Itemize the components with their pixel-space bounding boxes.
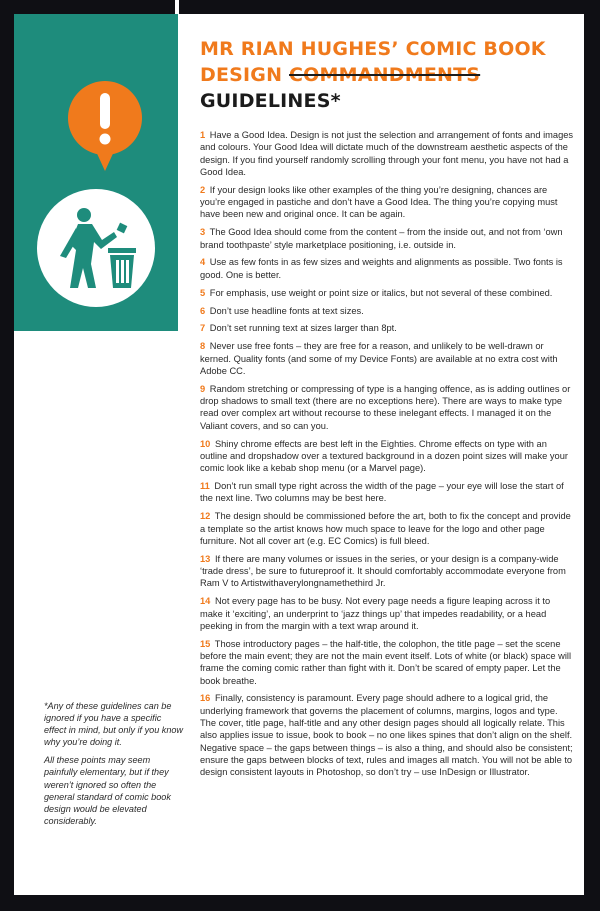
guideline-number: 12 <box>200 511 211 522</box>
guideline-item <box>200 638 574 687</box>
top-separator <box>175 0 179 14</box>
footnote-paragraph-2: All these points may seem painfully elementary, but if they weren’t ignored so often the general standard of comic book design would be elevated considerably. <box>44 755 171 826</box>
guideline-number: 13 <box>200 553 211 564</box>
guideline-item <box>200 129 574 178</box>
guideline-item <box>200 226 574 251</box>
guideline-number: 10 <box>200 438 211 449</box>
guideline-number: 5 <box>200 287 206 298</box>
guideline-text: Never use free fonts – they are free for a reason, and unlikely to be well-drawn or kerned. Quality fonts (and some of my Device Fonts) are available at no extra cost with Adobe CC. <box>200 341 558 376</box>
guideline-text: If there are many volumes or issues in the series, or your design is a company-wide ‘trade dress’, be sure to futureproof it. It should comfortably accommodate everyone from Ram V to Artistwithaverylongnamethethird Jr. <box>200 553 566 589</box>
guideline-item <box>200 553 574 590</box>
guideline-item <box>200 287 574 299</box>
guideline-text: The design should be commissioned before the art, both to fix the concept and provide a template so the artist knows how much space to leave for the logo and other page furniture. Not all cover art (e.g. EC Comics) is full bleed. <box>200 511 571 546</box>
guideline-number: 11 <box>200 481 210 492</box>
litter-bin-icon <box>36 188 156 308</box>
page-title <box>200 36 570 114</box>
guideline-number: 15 <box>200 638 211 649</box>
guideline-text: For emphasis, use weight or point size or italics, but not several of these combined. <box>209 287 553 298</box>
guideline-item <box>200 383 574 432</box>
guideline-number: 3 <box>200 227 206 238</box>
guideline-text: Don’t run small type right across the width of the page – your eye will lose the start of the next line. Two columns may be best here. <box>200 481 564 504</box>
guideline-text: Those introductory pages – the half-title, the colophon, the title page – set the scene before the main event; they are not the main event itself. Lots of white (or black) space will frame the coming comic rather than fight with it. Don’t be scared of empty paper. Let the book breathe. <box>200 638 572 686</box>
guideline-text: If your design looks like other examples of the thing you’re designing, chances are you’re engaged in pastiche and don’t have a Good Idea. The thing you’re copying must have been new and original once. It can be again. <box>200 184 558 220</box>
guideline-text: Don’t use headline fonts at text sizes. <box>209 305 364 316</box>
guideline-number: 6 <box>200 305 206 316</box>
title-struck-word: COMMANDMENTS <box>289 64 481 86</box>
guideline-item <box>200 322 574 334</box>
guideline-item <box>200 595 574 632</box>
teal-icon-panel <box>14 14 178 331</box>
guideline-number: 16 <box>200 693 211 704</box>
guideline-text: Use as few fonts in as few sizes and weights and alignments as possible. Two fonts is good. One is better. <box>200 257 563 280</box>
guideline-text: Shiny chrome effects are best left in the Eighties. Chrome effects on type with an outline and dropshadow over a textured background in a dozen point sizes will make your comic look like a kebab shop menu (or a Marvel page). <box>200 438 568 474</box>
guideline-text: Don’t set running text at sizes larger than 8pt. <box>209 323 397 334</box>
exclamation-speech-bubble-icon <box>66 79 144 189</box>
guideline-number: 4 <box>200 257 206 268</box>
guideline-item <box>200 305 574 317</box>
guideline-number: 14 <box>200 596 211 607</box>
guideline-number: 8 <box>200 341 206 352</box>
footnote <box>44 700 186 833</box>
guideline-number: 2 <box>200 184 206 195</box>
guideline-number: 1 <box>200 130 206 140</box>
guideline-item <box>200 256 574 281</box>
guideline-item <box>200 510 574 547</box>
guidelines-list <box>200 129 574 784</box>
guideline-number: 7 <box>200 323 206 334</box>
guideline-text: Finally, consistency is paramount. Every page should adhere to a logical grid, the underlying framework that governs the placement of columns, margins, logos and type. The cover, title page, half-title and any other design pages should all logically relate. This also applies issue to issue, book to book – no one likes spines that don’t align on the shelf. Negative space – the gaps between things – is also a thing, and should also be consistent; ensure the gaps between blocks of text, rules and images all match. You will not be able to design consistent layouts in Photoshop, so don’t try – use InDesign or Illustrator. <box>200 693 573 778</box>
guideline-text: The Good Idea should come from the content – from the inside out, and not from ‘own brand toothpaste’ style marketplace positioning, i.e. outside in. <box>200 227 563 250</box>
title-word-design: DESIGN <box>200 64 283 86</box>
guideline-item <box>200 184 574 221</box>
guideline-item <box>200 692 574 778</box>
guideline-item <box>200 480 574 505</box>
guideline-text: Not every page has to be busy. Not every page needs a figure leaping across it to make it ‘exciting’, an underprint to ‘jazz things up’ that impedes readability, or a head peeking in from the margin with a text wrap around it. <box>200 596 551 631</box>
guideline-item <box>200 438 574 475</box>
title-line-3: GUIDELINES* <box>200 90 341 112</box>
guideline-text: Have a Good Idea. Design is not just the selection and arrangement of fonts and images and colours. Your Good Idea will dictate much of the downstream aesthetic aspects of the design. If you find yourself randomly scrolling through your font menu, you have not had a Good Idea. <box>200 130 574 177</box>
guideline-number: 9 <box>200 383 206 394</box>
footnote-paragraph-1: *Any of these guidelines can be ignored if you have a specific effect in mind, but only if you know why you’re doing it. <box>44 701 184 748</box>
poster-page <box>14 14 584 895</box>
guideline-item <box>200 340 574 377</box>
guideline-text: Random stretching or compressing of type is a hanging offence, as is adding outlines or drop shadows to small text (there are no exceptions here). There are ways to make type read over complex art without recourse to these inelegant effects. I managed it on the Valiant covers, and so can you. <box>200 383 571 431</box>
title-line-1: MR RIAN HUGHES’ COMIC BOOK <box>200 38 546 60</box>
